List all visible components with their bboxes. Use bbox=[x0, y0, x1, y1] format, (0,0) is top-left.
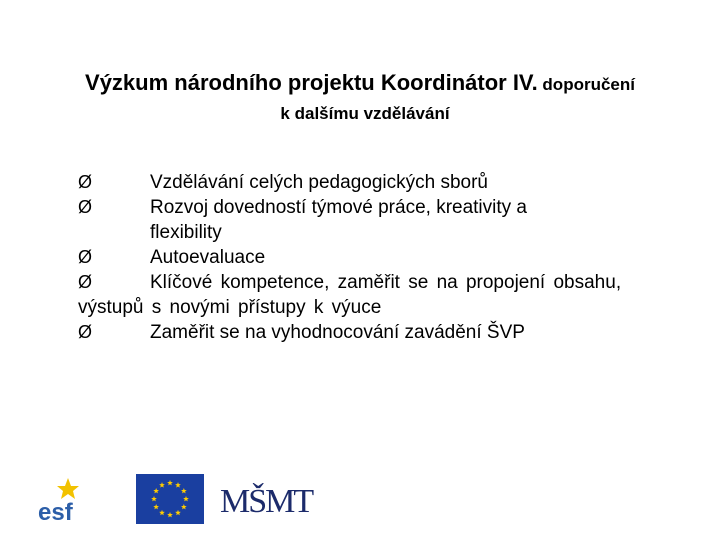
title-line-2: k dalšímu vzdělávání bbox=[280, 104, 450, 123]
arrow-bullet-icon: Ø bbox=[78, 197, 93, 217]
list-item bbox=[78, 320, 638, 345]
msmt-logo bbox=[218, 474, 314, 524]
list-item-text: Klíčové kompetence, zaměřit se na propojení obsahu, výstupů s novými přístupy k výuce bbox=[78, 272, 622, 318]
esf-logo bbox=[38, 474, 90, 524]
list-item-text: Vzdělávání celých pedagogických sborů bbox=[150, 172, 488, 193]
list-item bbox=[78, 270, 638, 320]
arrow-bullet-icon: Ø bbox=[78, 272, 93, 292]
list-item-text: Rozvoj dovedností týmové práce, kreativity a flexibility bbox=[150, 197, 528, 243]
list-item-text: Zaměřit se na vyhodnocování zavádění ŠVP bbox=[150, 322, 525, 343]
list-item bbox=[78, 195, 638, 245]
list-item-text: Autoevaluace bbox=[150, 247, 266, 268]
list-item bbox=[78, 245, 638, 270]
title-line-1 bbox=[0, 70, 720, 96]
arrow-bullet-icon: Ø bbox=[78, 172, 93, 192]
title-suffix: doporučení bbox=[537, 75, 635, 94]
eu-flag-logo bbox=[136, 474, 204, 524]
esf-logo-text: esf bbox=[38, 499, 73, 524]
arrow-bullet-icon: Ø bbox=[78, 322, 93, 342]
title-main: Výzkum národního projektu Koordinátor IV. bbox=[85, 70, 538, 95]
bullet-list bbox=[78, 170, 638, 345]
arrow-bullet-icon: Ø bbox=[78, 247, 93, 267]
msmt-logo-text: MŠMT bbox=[220, 483, 313, 520]
list-item bbox=[78, 170, 638, 195]
